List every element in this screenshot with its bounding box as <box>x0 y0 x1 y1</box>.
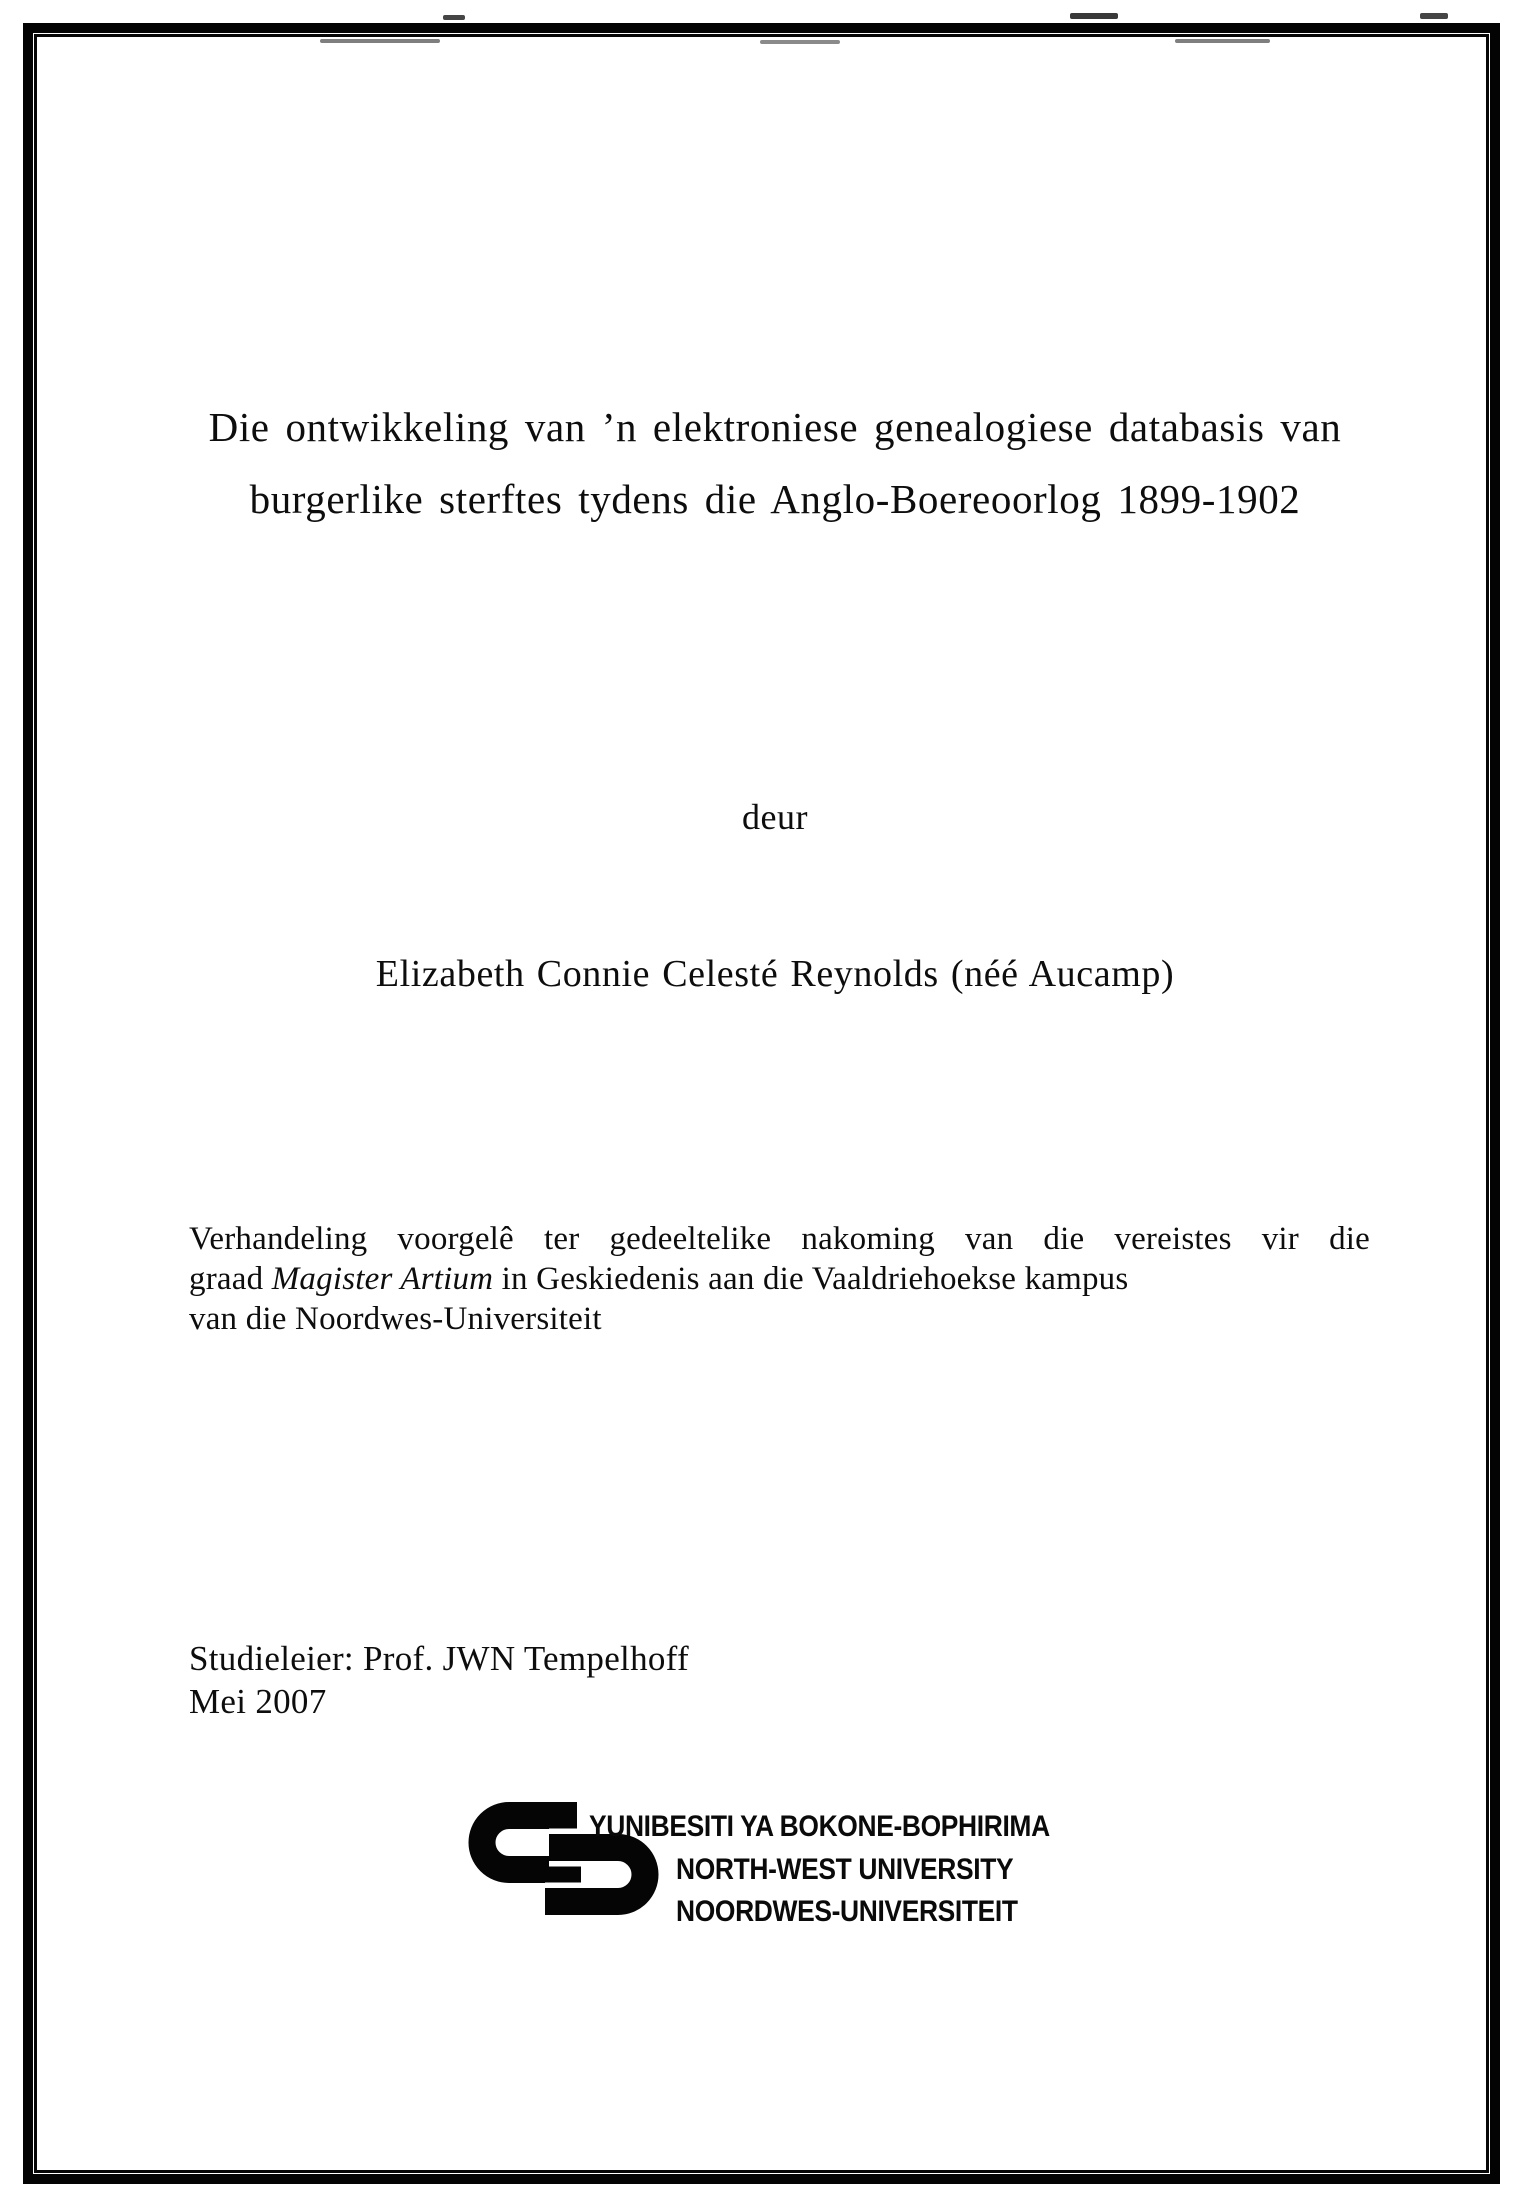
logo-line-english: NORTH-WEST UNIVERSITY <box>676 1852 1014 1886</box>
statement-line-2-prefix: graad <box>189 1261 272 1297</box>
statement-line-1: Verhandeling voorgelê ter gedeeltelike nakoming van die vereistes vir die <box>189 1221 1370 1257</box>
scan-artifact <box>1070 13 1118 19</box>
title-line-1: Die ontwikkeling van ’n elektroniese genealogiese databasis van <box>208 404 1342 450</box>
author-name: Elizabeth Connie Celesté Reynolds (néé Aucamp) <box>375 953 1175 995</box>
title-line-2: burgerlike sterftes tydens die Anglo-Boereoorlog 1899-1902 <box>249 476 1301 522</box>
scan-artifact <box>1420 13 1448 19</box>
logo-line-afrikaans: NOORDWES-UNIVERSITEIT <box>676 1895 1018 1928</box>
byline-deur: deur <box>742 797 808 837</box>
scan-artifact <box>760 40 840 44</box>
supervisor-block <box>189 1637 689 1723</box>
supervisor-line: Studieleier: Prof. JWN Tempelhoff <box>189 1639 689 1678</box>
scan-artifact <box>320 39 440 43</box>
statement-line-3: van die Noordwes-Universiteit <box>189 1301 602 1337</box>
statement-line-2-suffix: in Geskiedenis aan die Vaaldriehoekse kampus <box>493 1261 1129 1297</box>
degree-name-italic: Magister Artium <box>271 1261 494 1297</box>
thesis-title <box>60 391 1490 535</box>
scan-artifact <box>443 15 465 20</box>
submission-statement <box>189 1219 1370 1339</box>
scan-artifact <box>1175 39 1270 43</box>
statement-line-2 <box>189 1259 1370 1299</box>
university-logo-text <box>589 1806 1113 1934</box>
logo-line-setswana: YUNIBESITI YA BOKONE-BOPHIRIMA <box>589 1810 1050 1843</box>
date-line: Mei 2007 <box>189 1682 327 1721</box>
